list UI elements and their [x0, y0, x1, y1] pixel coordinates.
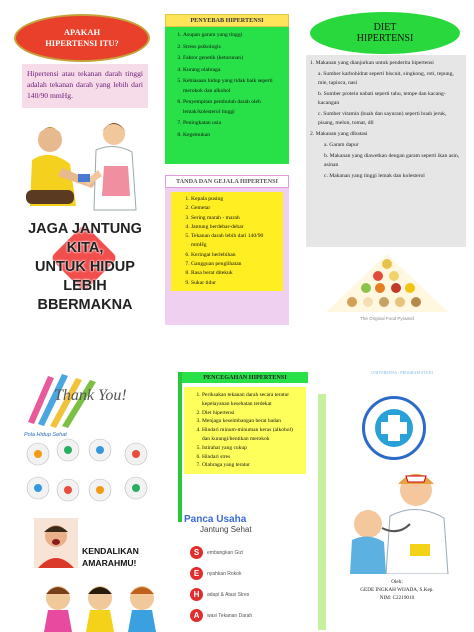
diet-item: b. Sumber protein nabati seperti tahu, tempe dan kacang-kacangan: [318, 91, 446, 106]
author-nim: NIM: C2219010: [379, 595, 415, 601]
list-item: 6. Keringat berlebihan: [191, 251, 279, 260]
panca-title-line1: Panca Usaha: [184, 514, 247, 525]
causes-panel: [165, 14, 289, 164]
list-item: 1. Asupan garam yang tinggi: [183, 31, 285, 41]
author-label: Oleh:: [391, 579, 403, 585]
signs-panel: [165, 175, 289, 325]
list-item: 7. Gangguan penglihatan: [191, 260, 279, 269]
list-item: 3. Sering marah - marah: [191, 214, 279, 223]
diet-item: a. Garam dapur: [324, 142, 359, 148]
title-line2: HIPERTENSI ITU?: [45, 38, 119, 48]
slogan-line3: LEBIH BBERMAKNA: [37, 278, 133, 313]
list-item: 7. Olahraga yang teratur: [202, 461, 302, 470]
list-item: 2. Gemetar: [191, 204, 279, 213]
list-item: 5. Kebiasaan hidup yang tidak baik seperti merokok dan alkohol: [183, 77, 285, 96]
institution-text: UNIVERSITAS / PROGRAM STUDI: [371, 370, 433, 375]
panca-row-h: [190, 588, 249, 601]
definition-box: [22, 64, 148, 108]
diet-title-line1: DIET: [373, 22, 397, 33]
list-item: 3. Faktor genetik (keturunan): [183, 54, 285, 64]
diet-item: c. Makanan yang tinggi lemak dan kolesterol: [324, 173, 425, 179]
list-item: 5. Istirahat yang cukup: [202, 444, 302, 453]
health-logo-icon: [362, 396, 426, 460]
list-item: 5. Tekanan darah lebih dari 140/90 mmHg: [191, 232, 279, 251]
signs-list: [171, 192, 283, 291]
panca-letter: S: [190, 546, 203, 559]
panca-letter: E: [190, 567, 203, 580]
children-illustration: [36, 580, 166, 632]
panca-letter: A: [190, 609, 203, 622]
panca-title-line2: Jantung Sehat: [200, 525, 252, 534]
kendali-text: [82, 545, 139, 569]
diet-box: [306, 55, 466, 247]
prevention-panel: [178, 372, 308, 522]
list-item: 4. Jantung berdebar-debar: [191, 223, 279, 232]
title-oval: [14, 14, 150, 62]
signs-title: TANDA DAN GEJALA HIPERTENSI: [165, 175, 289, 188]
nurse-doctor-illustration: [340, 466, 460, 574]
panca-text: wasi Tekanan Darah: [207, 612, 253, 619]
list-item: 6. Hindari stres: [202, 453, 302, 462]
diet-item: 2. Makanan yang dibatasi: [310, 131, 368, 137]
food-pyramid-illustration: [316, 250, 458, 322]
slogan-line1: JAGA JANTUNG KITA,: [28, 221, 142, 256]
slogan: [24, 220, 146, 316]
angry-person-illustration: [34, 518, 78, 568]
prevention-title: PENCEGAHAN HIPERTENSI: [182, 372, 308, 383]
doctor-patient-illustration: [18, 110, 154, 214]
healthy-life-caption: Pola Hidup Sehat: [24, 432, 67, 438]
definition-text: Hipertensi atau tekanan darah tinggi adalah tekanan darah yang lebih dari 140/90 mmHg.: [27, 69, 143, 100]
panca-text: nyahkan Rokok: [207, 570, 242, 577]
causes-title: PENYEBAB HIPERTENSI: [165, 14, 289, 27]
panca-row-s: [190, 546, 243, 559]
kendali-line2: AMARAHMU!: [82, 558, 137, 568]
list-item: 8. Rasa berat ditekuk: [191, 269, 279, 278]
title-line1: APAKAH: [63, 27, 101, 37]
diet-title-oval: [310, 12, 460, 54]
right-panel-stripe: [318, 394, 326, 630]
list-item: 1. Periksakan tekanan darah secara teratur kepelayanan kesehatan terdekat: [202, 391, 302, 409]
author-block: [330, 578, 464, 602]
slogan-line2: UNTUK HIDUP: [35, 259, 135, 275]
panca-title: [184, 514, 252, 534]
list-item: 8. Kegemukan: [183, 131, 285, 141]
pyramid-caption: The Original Food Pyramid: [360, 316, 414, 321]
list-item: 6. Penyempitan pembuluh darah oleh lemak/kolesterol tinggi: [183, 98, 285, 117]
author-name: GEDE INGKAH WIJADA, S.Kep.: [360, 587, 434, 593]
panca-row-a: [190, 609, 252, 622]
diet-item: c. Sumber vitamin (buah dan sayuran) seperti buah jeruk, pisang, melon, tomat, dll: [318, 111, 447, 126]
thank-you-graphic: [24, 372, 136, 428]
diet-title-line2: HIPERTENSI: [356, 33, 414, 44]
kendali-line1: KENDALIKAN: [82, 546, 139, 556]
healthy-life-illustration: [24, 428, 164, 516]
panca-letter: H: [190, 588, 203, 601]
panca-text: adapi & Atasi Stres: [207, 591, 250, 598]
prevention-list: [184, 387, 306, 474]
panca-row-e: [190, 567, 241, 580]
list-item: 4. Kurang olahraga: [183, 66, 285, 76]
thank-you-text: Thank You!: [54, 387, 127, 404]
panca-text: embangkan Gizi: [207, 549, 244, 556]
list-item: 9. Sukar tidur: [191, 279, 279, 288]
causes-list: [165, 27, 289, 140]
diet-item: b. Makanan yang diawetkan dengan garam seperti ikan asin, asinan: [324, 153, 460, 168]
list-item: 4. Hindari minum-minuman keras (alkohol) dan kurangi/hentikan merokok: [202, 426, 302, 444]
list-item: 2. Diet hipertensi: [202, 409, 302, 418]
list-item: 2. Stress psikologis: [183, 43, 285, 53]
list-item: 1. Kepala pusing: [191, 195, 279, 204]
diet-item: a. Sumber karbohidrat seperti biscuit, singkong, roti, tepung, mie, tapioca, nasi: [318, 71, 454, 86]
list-item: 7. Peningkatan usia: [183, 119, 285, 129]
list-item: 3. Menjaga keseimbangan berat badan: [202, 417, 302, 426]
diet-item: 1. Makanan yang dianjurkan untuk penderita hipertensi: [310, 60, 434, 66]
